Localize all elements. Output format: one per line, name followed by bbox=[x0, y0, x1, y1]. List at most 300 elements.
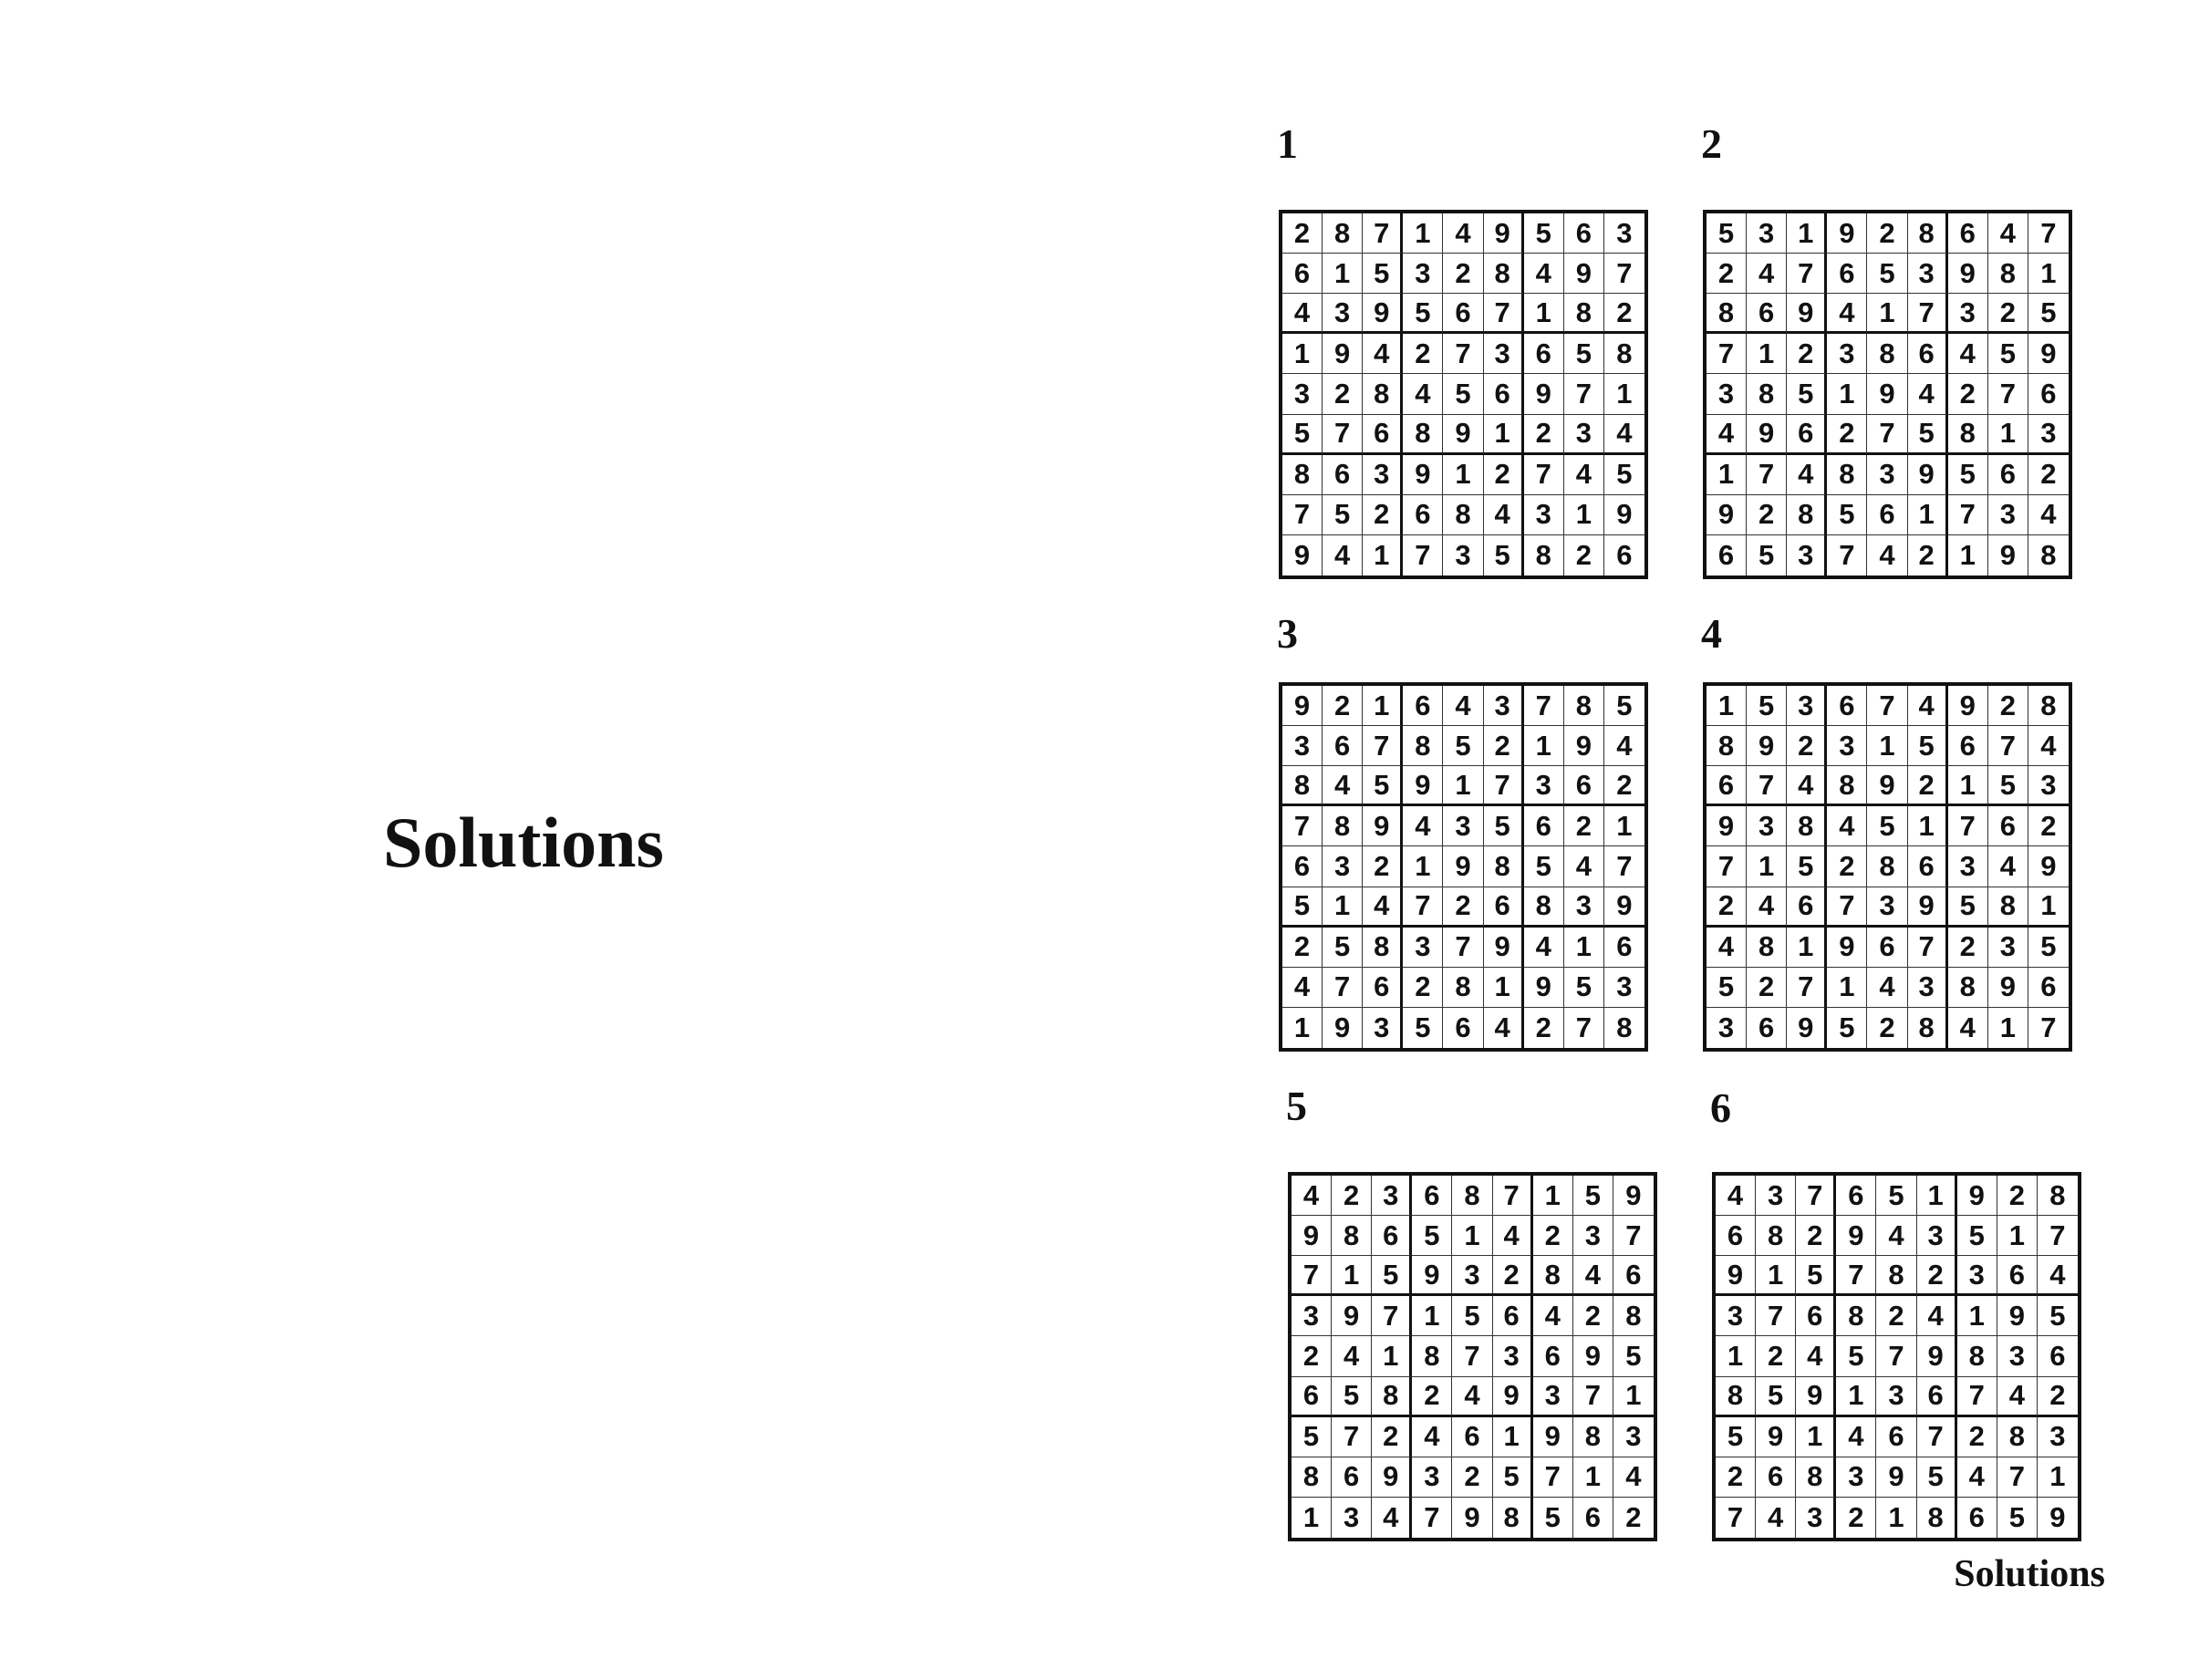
puzzle-number-3: 3 bbox=[1277, 610, 1298, 657]
grid-cell: 7 bbox=[1493, 1176, 1533, 1216]
grid-cell: 4 bbox=[1604, 415, 1644, 455]
sudoku-grid-2 bbox=[1703, 210, 2072, 579]
grid-cell: 2 bbox=[1604, 294, 1644, 334]
grid-cell: 5 bbox=[1323, 495, 1363, 535]
grid-cell: 2 bbox=[1323, 686, 1363, 726]
grid-cell: 6 bbox=[1282, 254, 1323, 294]
grid-cell: 1 bbox=[1787, 213, 1827, 254]
grid-cell: 6 bbox=[1443, 294, 1483, 334]
grid-cell: 9 bbox=[2049, 1500, 2066, 1533]
grid-cell: 5 bbox=[1917, 1457, 1957, 1498]
grid-cell: 6 bbox=[1756, 1457, 1796, 1498]
grid-cell: 1 bbox=[1747, 846, 1787, 887]
grid-cell: 7 bbox=[1282, 806, 1323, 846]
grid-cell: 6 bbox=[1484, 374, 1524, 414]
grid-cell: 4 bbox=[1372, 1498, 1412, 1538]
grid-cell: 3 bbox=[1363, 1008, 1403, 1048]
puzzle-number-4: 4 bbox=[1701, 610, 1722, 657]
grid-cell: 2 bbox=[1827, 846, 1867, 887]
grid-cell: 3 bbox=[1836, 1457, 1876, 1498]
grid-cell: 6 bbox=[1564, 766, 1604, 806]
grid-cell: 3 bbox=[1716, 1296, 1756, 1336]
grid-cell: 3 bbox=[2028, 766, 2069, 806]
grid-cell: 3 bbox=[1988, 495, 2028, 535]
grid-cell: 7 bbox=[1747, 455, 1787, 495]
grid-cell: 5 bbox=[1876, 1176, 1916, 1216]
grid-cell: 3 bbox=[1707, 374, 1747, 414]
grid-cell: 9 bbox=[1363, 294, 1403, 334]
grid-cell: 1 bbox=[1796, 1417, 1836, 1457]
grid-cell: 8 bbox=[1756, 1216, 1796, 1256]
grid-cell: 4 bbox=[1747, 887, 1787, 928]
grid-cell: 9 bbox=[1332, 1296, 1372, 1336]
grid-cell: 5 bbox=[1363, 254, 1403, 294]
grid-cell: 7 bbox=[2028, 213, 2069, 254]
grid-cell: 3 bbox=[1948, 846, 1988, 887]
grid-cell: 5 bbox=[1948, 455, 1988, 495]
grid-cell: 5 bbox=[1908, 415, 1948, 455]
grid-cell: 5 bbox=[1533, 1498, 1573, 1538]
footer-label: Solutions bbox=[1954, 1553, 2105, 1595]
grid-cell: 2 bbox=[1997, 1176, 2038, 1216]
grid-cell: 4 bbox=[1917, 1296, 1957, 1336]
grid-cell: 8 bbox=[1443, 968, 1483, 1008]
grid-cell: 2 bbox=[1747, 495, 1787, 535]
grid-cell: 2 bbox=[1524, 1008, 1564, 1048]
grid-cell: 8 bbox=[1707, 294, 1747, 334]
grid-cell: 9 bbox=[1948, 686, 1988, 726]
grid-cell: 5 bbox=[1747, 686, 1787, 726]
grid-cell: 7 bbox=[1604, 846, 1644, 887]
grid-cell: 8 bbox=[1372, 1377, 1412, 1417]
grid-cell: 5 bbox=[1452, 1296, 1492, 1336]
grid-cell: 9 bbox=[1787, 1008, 1827, 1048]
grid-cell: 7 bbox=[1452, 1336, 1492, 1376]
grid-cell: 1 bbox=[1836, 1377, 1876, 1417]
grid-cell: 6 bbox=[1403, 495, 1443, 535]
grid-cell: 3 bbox=[1867, 887, 1907, 928]
grid-cell: 4 bbox=[1613, 1457, 1654, 1498]
grid-cell: 6 bbox=[1988, 806, 2028, 846]
grid-cell: 3 bbox=[1493, 1336, 1533, 1376]
grid-cell: 7 bbox=[1403, 535, 1443, 576]
grid-cell: 8 bbox=[1948, 968, 1988, 1008]
grid-cell: 6 bbox=[1908, 846, 1948, 887]
grid-cell: 9 bbox=[1917, 1336, 1957, 1376]
grid-cell: 6 bbox=[1747, 294, 1787, 334]
sudoku-grid-5 bbox=[1288, 1172, 1657, 1541]
grid-cell: 8 bbox=[1484, 846, 1524, 887]
grid-cell: 1 bbox=[1613, 1377, 1654, 1417]
grid-cell: 5 bbox=[1412, 1216, 1452, 1256]
grid-cell: 2 bbox=[1484, 726, 1524, 766]
grid-cell: 3 bbox=[1363, 455, 1403, 495]
grid-cell: 7 bbox=[1867, 686, 1907, 726]
grid-cell: 3 bbox=[1957, 1256, 1997, 1296]
grid-cell: 9 bbox=[2028, 846, 2069, 887]
grid-cell: 9 bbox=[1372, 1457, 1412, 1498]
grid-cell: 5 bbox=[1707, 213, 1747, 254]
grid-cell: 3 bbox=[1613, 1417, 1654, 1457]
grid-cell: 2 bbox=[1573, 1296, 1613, 1336]
grid-cell: 8 bbox=[1332, 1216, 1372, 1256]
grid-cell: 8 bbox=[1484, 254, 1524, 294]
grid-cell: 6 bbox=[1827, 686, 1867, 726]
grid-cell: 5 bbox=[1524, 846, 1564, 887]
grid-cell: 5 bbox=[1363, 766, 1403, 806]
grid-cell: 6 bbox=[1573, 1498, 1613, 1538]
grid-cell: 6 bbox=[1827, 254, 1867, 294]
grid-cell: 7 bbox=[1787, 968, 1827, 1008]
grid-cell: 6 bbox=[1564, 213, 1604, 254]
grid-cell: 1 bbox=[1412, 1296, 1452, 1336]
grid-cell: 7 bbox=[1412, 1498, 1452, 1538]
grid-cell: 6 bbox=[1876, 1417, 1916, 1457]
grid-cell: 9 bbox=[1533, 1417, 1573, 1457]
grid-cell: 1 bbox=[1372, 1336, 1412, 1376]
grid-cell: 2 bbox=[1403, 334, 1443, 374]
grid-cell: 1 bbox=[1707, 455, 1747, 495]
grid-cell: 1 bbox=[1948, 766, 1988, 806]
grid-cell: 7 bbox=[1908, 294, 1948, 334]
grid-cell: 9 bbox=[1573, 1336, 1613, 1376]
grid-cell: 1 bbox=[1292, 1498, 1332, 1538]
grid-cell: 4 bbox=[1573, 1256, 1613, 1296]
grid-cell: 5 bbox=[1323, 928, 1363, 968]
grid-cell: 6 bbox=[1493, 1296, 1533, 1336]
grid-cell: 5 bbox=[2028, 928, 2069, 968]
grid-cell: 1 bbox=[1988, 1008, 2028, 1048]
grid-cell: 1 bbox=[1403, 846, 1443, 887]
grid-cell: 1 bbox=[1756, 1256, 1796, 1296]
grid-cell: 2 bbox=[1282, 928, 1323, 968]
grid-cell: 2 bbox=[1957, 1417, 1997, 1457]
grid-cell: 1 bbox=[1876, 1498, 1916, 1538]
grid-cell: 2 bbox=[1707, 887, 1747, 928]
grid-cell: 8 bbox=[2038, 1176, 2078, 1216]
grid-cell: 2 bbox=[1948, 928, 1988, 968]
grid-cell: 4 bbox=[2028, 726, 2069, 766]
grid-cell: 4 bbox=[1323, 535, 1363, 576]
grid-cell: 1 bbox=[1573, 1457, 1613, 1498]
grid-cell: 6 bbox=[1363, 968, 1403, 1008]
grid-cell: 5 bbox=[1613, 1336, 1654, 1376]
grid-cell: 1 bbox=[1957, 1296, 1997, 1336]
grid-cell: 5 bbox=[1564, 334, 1604, 374]
grid-cell: 4 bbox=[1997, 1377, 2038, 1417]
grid-cell: 8 bbox=[1988, 887, 2028, 928]
grid-cell: 2 bbox=[1917, 1256, 1957, 1296]
grid-cell: 8 bbox=[1403, 415, 1443, 455]
grid-cell: 8 bbox=[1573, 1417, 1613, 1457]
sudoku-grid-3 bbox=[1279, 682, 1648, 1052]
grid-cell: 2 bbox=[1443, 887, 1483, 928]
grid-cell: 9 bbox=[1604, 495, 1644, 535]
grid-cell: 2 bbox=[2038, 1377, 2078, 1417]
grid-cell: 1 bbox=[1332, 1256, 1372, 1296]
grid-cell: 9 bbox=[1756, 1417, 1796, 1457]
grid-cell: 1 bbox=[1524, 726, 1564, 766]
grid-cell: 9 bbox=[1716, 1256, 1756, 1296]
grid-cell: 9 bbox=[1403, 766, 1443, 806]
grid-cell: 4 bbox=[1524, 928, 1564, 968]
grid-cell: 2 bbox=[1484, 455, 1524, 495]
grid-cell: 2 bbox=[1282, 213, 1323, 254]
grid-cell: 4 bbox=[1332, 1336, 1372, 1376]
grid-cell: 1 bbox=[1282, 334, 1323, 374]
grid-cell: 5 bbox=[1564, 968, 1604, 1008]
grid-cell: 7 bbox=[1484, 766, 1524, 806]
grid-cell: 8 bbox=[1403, 726, 1443, 766]
grid-cell: 8 bbox=[1363, 928, 1403, 968]
grid-cell: 7 bbox=[1836, 1256, 1876, 1296]
grid-cell: 8 bbox=[1616, 1011, 1633, 1043]
grid-cell: 6 bbox=[1372, 1216, 1412, 1256]
sudoku-grid-6 bbox=[1712, 1172, 2081, 1541]
grid-cell: 5 bbox=[1573, 1176, 1613, 1216]
grid-cell: 2 bbox=[1493, 1256, 1533, 1296]
grid-cell: 5 bbox=[1957, 1216, 1997, 1256]
grid-cell: 1 bbox=[1867, 726, 1907, 766]
grid-cell: 5 bbox=[1948, 887, 1988, 928]
grid-cell: 9 bbox=[1484, 213, 1524, 254]
grid-cell: 2 bbox=[1533, 1216, 1573, 1256]
grid-cell: 4 bbox=[1796, 1336, 1836, 1376]
grid-cell: 7 bbox=[1756, 1296, 1796, 1336]
grid-cell: 3 bbox=[1443, 535, 1483, 576]
grid-cell: 1 bbox=[1533, 1176, 1573, 1216]
grid-cell: 7 bbox=[1332, 1417, 1372, 1457]
grid-cell: 4 bbox=[1363, 334, 1403, 374]
grid-cell: 9 bbox=[1564, 726, 1604, 766]
grid-cell: 8 bbox=[1412, 1336, 1452, 1376]
grid-cell: 9 bbox=[1524, 968, 1564, 1008]
grid-cell: 3 bbox=[1484, 334, 1524, 374]
grid-cell: 4 bbox=[1867, 968, 1907, 1008]
grid-cell: 2 bbox=[1876, 1296, 1916, 1336]
grid-cell: 2 bbox=[1908, 766, 1948, 806]
grid-cell: 8 bbox=[1917, 1498, 1957, 1538]
grid-cell: 2 bbox=[1948, 374, 1988, 414]
grid-cell: 7 bbox=[1948, 806, 1988, 846]
grid-cell: 3 bbox=[1908, 254, 1948, 294]
grid-cell: 1 bbox=[1827, 374, 1867, 414]
grid-cell: 1 bbox=[1604, 374, 1644, 414]
grid-cell: 3 bbox=[1917, 1216, 1957, 1256]
grid-cell: 4 bbox=[1484, 1008, 1524, 1048]
grid-cell: 1 bbox=[1787, 928, 1827, 968]
grid-cell: 9 bbox=[1524, 374, 1564, 414]
grid-cell: 9 bbox=[1796, 1377, 1836, 1417]
grid-cell: 9 bbox=[1292, 1216, 1332, 1256]
grid-cell: 3 bbox=[1756, 1176, 1796, 1216]
grid-cell: 3 bbox=[1524, 766, 1564, 806]
grid-cell: 1 bbox=[1564, 495, 1604, 535]
grid-cell: 5 bbox=[1867, 806, 1907, 846]
grid-cell: 9 bbox=[1827, 928, 1867, 968]
grid-cell: 8 bbox=[1564, 686, 1604, 726]
grid-cell: 6 bbox=[1323, 455, 1363, 495]
grid-cell: 1 bbox=[1443, 766, 1483, 806]
grid-cell: 3 bbox=[1564, 887, 1604, 928]
grid-cell: 9 bbox=[1282, 686, 1323, 726]
grid-cell: 6 bbox=[1604, 928, 1644, 968]
grid-cell: 5 bbox=[1403, 294, 1443, 334]
grid-cell: 6 bbox=[1292, 1377, 1332, 1417]
grid-cell: 6 bbox=[1282, 846, 1323, 887]
grid-cell: 8 bbox=[1796, 1457, 1836, 1498]
grid-cell: 4 bbox=[1867, 535, 1907, 576]
grid-cell: 7 bbox=[1564, 1008, 1604, 1048]
grid-cell: 7 bbox=[1573, 1377, 1613, 1417]
grid-cell: 3 bbox=[1908, 968, 1948, 1008]
grid-cell: 8 bbox=[1524, 535, 1564, 576]
grid-cell: 1 bbox=[2028, 254, 2069, 294]
grid-cell: 8 bbox=[1533, 1256, 1573, 1296]
grid-cell: 9 bbox=[1997, 1296, 2038, 1336]
grid-cell: 3 bbox=[1787, 686, 1827, 726]
grid-cell: 5 bbox=[1836, 1336, 1876, 1376]
grid-cell: 2 bbox=[1867, 213, 1907, 254]
grid-cell: 8 bbox=[1323, 213, 1363, 254]
grid-cell: 4 bbox=[1908, 686, 1948, 726]
grid-cell: 9 bbox=[1908, 887, 1948, 928]
grid-cell: 4 bbox=[1827, 294, 1867, 334]
grid-cell: 5 bbox=[1493, 1457, 1533, 1498]
grid-cell: 2 bbox=[2028, 455, 2069, 495]
grid-cell: 6 bbox=[1452, 1417, 1492, 1457]
grid-cell: 9 bbox=[1493, 1377, 1533, 1417]
grid-cell: 7 bbox=[1282, 495, 1323, 535]
grid-cell: 4 bbox=[1493, 1216, 1533, 1256]
grid-cell: 6 bbox=[1796, 1296, 1836, 1336]
grid-cell: 6 bbox=[1997, 1256, 2038, 1296]
grid-cell: 6 bbox=[1412, 1176, 1452, 1216]
grid-cell: 2 bbox=[1707, 254, 1747, 294]
grid-cell: 5 bbox=[1604, 686, 1644, 726]
grid-cell: 2 bbox=[1443, 254, 1483, 294]
grid-cell: 9 bbox=[1908, 455, 1948, 495]
grid-cell: 5 bbox=[1908, 726, 1948, 766]
grid-cell: 8 bbox=[1452, 1176, 1492, 1216]
grid-cell: 1 bbox=[1564, 928, 1604, 968]
grid-cell: 1 bbox=[1363, 686, 1403, 726]
grid-cell: 4 bbox=[2038, 1256, 2078, 1296]
grid-cell: 5 bbox=[1282, 887, 1323, 928]
grid-cell: 8 bbox=[1443, 495, 1483, 535]
grid-cell: 2 bbox=[1988, 294, 2028, 334]
grid-cell: 6 bbox=[1716, 1216, 1756, 1256]
grid-cell: 3 bbox=[1323, 846, 1363, 887]
grid-cell: 9 bbox=[1827, 213, 1867, 254]
grid-cell: 2 bbox=[1524, 415, 1564, 455]
grid-cell: 2 bbox=[1363, 846, 1403, 887]
grid-cell: 1 bbox=[1604, 806, 1644, 846]
grid-cell: 3 bbox=[1403, 254, 1443, 294]
grid-cell: 2 bbox=[2028, 806, 2069, 846]
grid-cell: 3 bbox=[1292, 1296, 1332, 1336]
grid-cell: 2 bbox=[1363, 495, 1403, 535]
grid-cell: 1 bbox=[1867, 294, 1907, 334]
grid-cell: 6 bbox=[1867, 495, 1907, 535]
grid-cell: 4 bbox=[1948, 334, 1988, 374]
grid-cell: 2 bbox=[1625, 1500, 1642, 1533]
grid-cell: 4 bbox=[1948, 1008, 1988, 1048]
grid-cell: 8 bbox=[1908, 213, 1948, 254]
grid-cell: 9 bbox=[1707, 806, 1747, 846]
grid-cell: 6 bbox=[1836, 1176, 1876, 1216]
grid-cell: 6 bbox=[1363, 415, 1403, 455]
grid-cell: 7 bbox=[1564, 374, 1604, 414]
grid-cell: 9 bbox=[1867, 766, 1907, 806]
grid-cell: 3 bbox=[1604, 213, 1644, 254]
grid-cell: 5 bbox=[1443, 726, 1483, 766]
grid-cell: 7 bbox=[1876, 1336, 1916, 1376]
puzzle-number-5: 5 bbox=[1286, 1083, 1307, 1129]
grid-cell: 6 bbox=[1616, 538, 1633, 571]
grid-cell: 6 bbox=[1917, 1377, 1957, 1417]
grid-cell: 9 bbox=[1323, 334, 1363, 374]
grid-cell: 9 bbox=[1948, 254, 1988, 294]
grid-cell: 3 bbox=[1443, 806, 1483, 846]
grid-cell: 3 bbox=[1827, 726, 1867, 766]
grid-cell: 4 bbox=[1957, 1457, 1997, 1498]
grid-cell: 2 bbox=[1787, 334, 1827, 374]
grid-cell: 4 bbox=[2028, 495, 2069, 535]
grid-cell: 7 bbox=[1613, 1216, 1654, 1256]
grid-cell: 5 bbox=[1443, 374, 1483, 414]
grid-cell: 8 bbox=[1292, 1457, 1332, 1498]
grid-cell: 6 bbox=[1533, 1336, 1573, 1376]
grid-cell: 8 bbox=[1493, 1498, 1533, 1538]
grid-cell: 1 bbox=[1707, 686, 1747, 726]
grid-cell: 2 bbox=[1836, 1498, 1876, 1538]
grid-cell: 6 bbox=[1524, 806, 1564, 846]
grid-cell: 1 bbox=[1747, 334, 1787, 374]
grid-cell: 3 bbox=[1282, 374, 1323, 414]
grid-cell: 7 bbox=[1403, 887, 1443, 928]
grid-cell: 9 bbox=[1787, 294, 1827, 334]
grid-cell: 4 bbox=[1323, 766, 1363, 806]
grid-cell: 5 bbox=[1292, 1417, 1332, 1457]
grid-cell: 2 bbox=[1988, 686, 2028, 726]
grid-cell: 7 bbox=[1867, 415, 1907, 455]
grid-cell: 5 bbox=[1524, 213, 1564, 254]
grid-cell: 3 bbox=[1948, 294, 1988, 334]
grid-cell: 4 bbox=[1443, 686, 1483, 726]
grid-cell: 1 bbox=[1484, 968, 1524, 1008]
grid-cell: 9 bbox=[1443, 415, 1483, 455]
grid-cell: 5 bbox=[1988, 766, 2028, 806]
grid-cell: 7 bbox=[1323, 415, 1363, 455]
grid-cell: 1 bbox=[1988, 415, 2028, 455]
grid-cell: 2 bbox=[1332, 1176, 1372, 1216]
grid-cell: 5 bbox=[1403, 1008, 1443, 1048]
grid-cell: 8 bbox=[1836, 1296, 1876, 1336]
grid-cell: 5 bbox=[1282, 415, 1323, 455]
grid-cell: 7 bbox=[1707, 846, 1747, 887]
grid-cell: 7 bbox=[2040, 1011, 2057, 1043]
grid-cell: 7 bbox=[1707, 334, 1747, 374]
grid-cell: 3 bbox=[1827, 334, 1867, 374]
grid-cell: 9 bbox=[1836, 1216, 1876, 1256]
grid-cell: 9 bbox=[1876, 1457, 1916, 1498]
grid-cell: 6 bbox=[1524, 334, 1564, 374]
grid-cell: 4 bbox=[1403, 374, 1443, 414]
grid-cell: 9 bbox=[1613, 1176, 1654, 1216]
grid-cell: 6 bbox=[1787, 887, 1827, 928]
grid-cell: 4 bbox=[1282, 968, 1323, 1008]
